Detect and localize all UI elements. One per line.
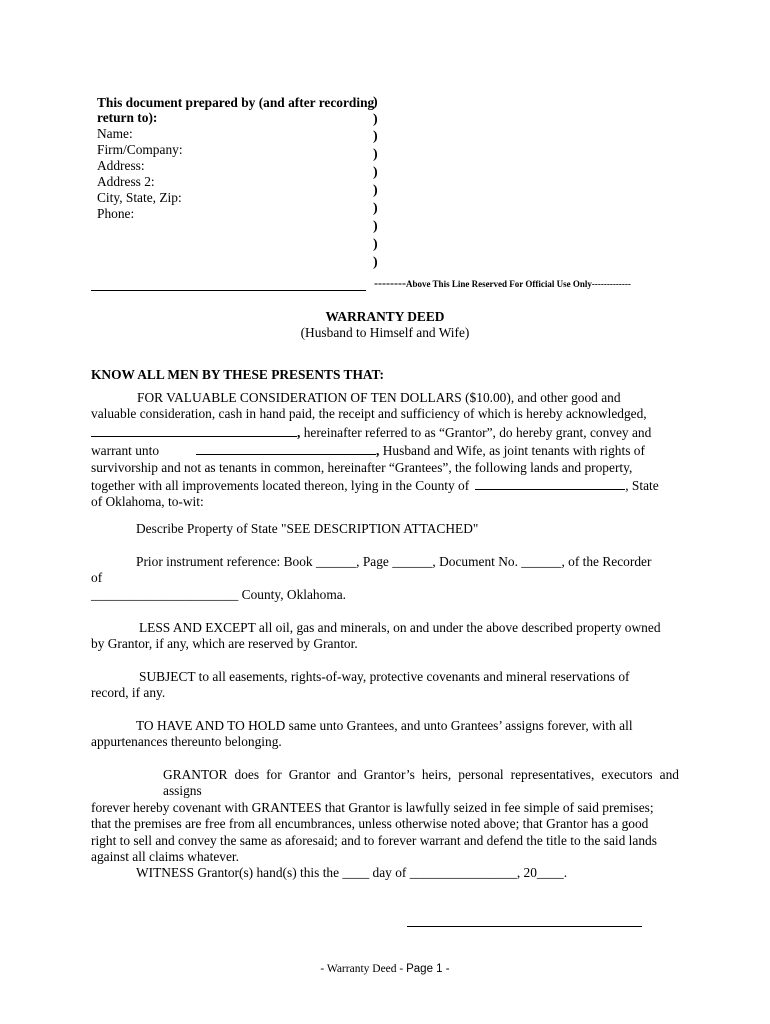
page-footer — [0, 963, 770, 975]
document-title: WARRANTY DEED — [325, 309, 445, 324]
paren-mark: ) — [373, 129, 378, 144]
signature-line — [407, 926, 642, 927]
reserved-tail: ------------- — [591, 279, 631, 289]
footer-doc-name: - Warranty Deed - — [320, 963, 407, 975]
less-except-line: by Grantor, if any, which are reserved by Grantor. — [91, 636, 358, 652]
grantor-line — [91, 423, 679, 441]
paren-mark: ) — [373, 201, 378, 216]
subject-to-line: record, if any. — [91, 685, 166, 701]
reserved-notice — [374, 276, 631, 291]
grantor-name-blank — [91, 423, 297, 437]
city-state-zip-field-label: City, State, Zip: — [97, 190, 182, 205]
paren-mark: ) — [373, 219, 378, 234]
paren-mark: ) — [373, 147, 378, 162]
return-to-label: return to): — [97, 110, 158, 125]
property-description: Describe Property of State "SEE DESCRIPTION ATTACHED" — [136, 521, 479, 536]
prior-instrument-line: Prior instrument reference: Book ______, Page ______, Document No. ______, of the Recorder — [136, 554, 652, 569]
phone-field-label: Phone: — [97, 206, 135, 221]
grantor-comma: , — [297, 424, 301, 440]
firm-field-label: Firm/Company: — [97, 142, 183, 157]
footer-page-number: Page 1 - — [406, 963, 450, 975]
grantor-reference-text: hereinafter referred to as “Grantor”, do hereby grant, convey and — [300, 424, 652, 440]
subject-to-paragraph — [91, 669, 679, 702]
warranty-line: against all claims whatever. — [91, 849, 239, 865]
intro-heading: KNOW ALL MEN BY THESE PRESENTS THAT: — [91, 367, 384, 382]
grantees-comma: , — [376, 443, 380, 459]
recorder-county-blank: ______________________ — [91, 586, 239, 602]
paren-mark: ) — [373, 183, 378, 198]
consideration-line: valuable consideration, cash in hand paid, the receipt and sufficiency of which is hereby acknowledged, — [91, 406, 647, 422]
consideration-line: of Oklahoma, to-wit: — [91, 494, 204, 510]
warranty-line: forever hereby covenant with GRANTEES that Grantor is lawfully seized in fee simple of said premises; — [91, 799, 654, 815]
paren-mark: ) — [373, 237, 378, 252]
document-subtitle: (Husband to Himself and Wife) — [300, 325, 470, 340]
prior-instrument-paragraph — [91, 554, 679, 603]
recorder-county-text: County, Oklahoma. — [238, 586, 347, 602]
name-field-label: Name: — [97, 126, 133, 141]
county-line-text: together with all improvements located thereon, lying in the County of — [91, 478, 470, 494]
paren-mark: ) — [373, 112, 378, 127]
reserved-text: Above This Line Reserved For Official Use Only — [405, 279, 592, 289]
less-except-line: LESS AND EXCEPT all oil, gas and minerals, on and under the above described property owned — [139, 620, 661, 635]
paren-mark: ) — [373, 165, 378, 180]
consideration-line: FOR VALUABLE CONSIDERATION OF TEN DOLLARS ($10.00), and other good and — [137, 390, 621, 405]
grantees-name-blank — [196, 441, 376, 455]
paren-mark: ) — [373, 95, 378, 110]
reserved-dashes: -------- — [374, 276, 406, 290]
less-except-paragraph — [91, 620, 679, 653]
prior-instrument-line: of — [91, 570, 103, 586]
county-state-text: , State — [625, 478, 659, 494]
grantees-reference-text: Husband and Wife, as joint tenants with rights of — [379, 443, 645, 459]
warrant-unto-text: warrant unto — [91, 443, 160, 459]
subject-to-line: SUBJECT to all easements, rights-of-way, protective covenants and mineral reservations of — [139, 669, 630, 684]
paren-mark: ) — [373, 255, 378, 270]
habendum-line: TO HAVE AND TO HOLD same unto Grantees, and unto Grantees’ assigns forever, with all — [136, 718, 633, 733]
warranty-line: that the premises are free from all encumbrances, unless otherwise noted above; that Grantor has a good — [91, 816, 649, 832]
consideration-line: survivorship and not as tenants in common, hereinafter “Grantees”, the following lands and property, — [91, 459, 633, 475]
address-field-label: Address: — [97, 158, 145, 173]
recorder-county-line — [91, 587, 679, 603]
prepared-by-label: This document prepared by (and after recording — [97, 95, 375, 110]
habendum-line: appurtenances thereunto belonging. — [91, 734, 282, 750]
recording-info-line — [91, 290, 366, 291]
witness-clause: WITNESS Grantor(s) hand(s) this the ____ day of ________________, 20____. — [136, 865, 568, 880]
habendum-paragraph — [91, 718, 679, 751]
grantees-line — [91, 441, 679, 459]
county-blank — [475, 476, 625, 490]
county-line — [91, 476, 679, 494]
warranty-line: GRANTOR does for Grantor and Grantor’s heirs, personal representatives, executors and assigns — [163, 767, 679, 799]
warranty-line: right to sell and convey the same as aforesaid; and to forever warrant and defend the title to the said lands — [91, 832, 657, 848]
consideration-paragraph — [91, 390, 679, 511]
address2-field-label: Address 2: — [97, 174, 155, 189]
warranty-paragraph — [91, 767, 679, 865]
